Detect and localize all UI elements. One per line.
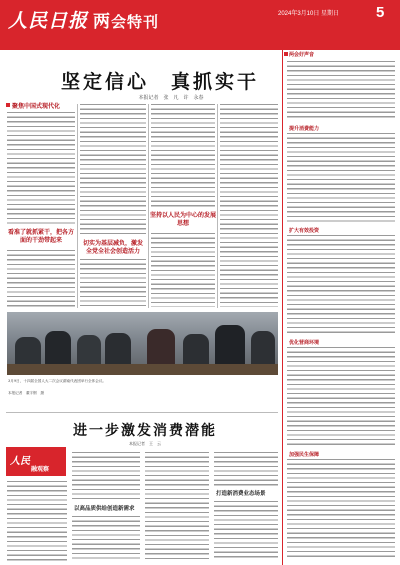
callout-heading-b: 切实为基层减负，激发全党全社会创造活力: [82, 240, 143, 255]
photo-caption: 3月9日，十四届全国人大二次会议湖南代表团举行全体会议。: [8, 379, 107, 383]
section-rule: [6, 412, 278, 413]
article-text-block: [7, 250, 75, 307]
article-text-block: [145, 452, 209, 561]
article-text-block: [80, 104, 146, 237]
column-divider: [217, 104, 218, 308]
article-text-block: [72, 516, 140, 561]
right-column-rule: [282, 50, 283, 565]
article-text-block: [151, 104, 215, 208]
subheading-a: 以高品质供给创造新需求: [74, 506, 135, 512]
news-photo: [7, 312, 278, 375]
right-section-heading: 两会好声音: [289, 52, 315, 58]
section-marker-icon: [284, 52, 288, 56]
main-byline: 本报记者 张 凡 许 永春: [138, 95, 204, 101]
photo-credit: 本报记者 董宇钢 摄: [8, 391, 44, 395]
article-text-block: [287, 347, 395, 447]
callout-heading-c: 坚持以人民为中心的发展思想: [150, 212, 217, 227]
article-text-block: [72, 452, 140, 502]
article-text-block: [214, 501, 278, 561]
subheading-b: 打造新消费业态场景: [216, 491, 266, 497]
section-heading-modernization: 聚焦中国式现代化: [12, 103, 61, 110]
observation-suffix: 融观察: [31, 466, 50, 473]
article-text-block: [7, 112, 75, 227]
observation-title: 人民: [10, 456, 30, 467]
newspaper-brand: 人民日报: [8, 10, 89, 32]
article-text-block: [287, 235, 395, 335]
right-label-3: 优化营商环境: [289, 340, 320, 346]
column-divider: [77, 104, 78, 308]
right-label-4: 加强民生保障: [289, 452, 320, 458]
right-label-2: 扩大有效投资: [289, 228, 320, 234]
article-text-block: [220, 104, 278, 307]
callout-heading-a: 看准了就抓紧干，把各方面的干劲带起来: [8, 229, 75, 244]
special-edition-title: [93, 7, 159, 32]
lower-headline: 进一步激发消费潜能: [73, 423, 217, 439]
issue-date: 2024年3月10日 星期日: [278, 11, 340, 17]
main-headline: 坚定信心 真抓实干: [60, 71, 259, 93]
lower-byline: 本报记者 王 云: [129, 441, 161, 446]
article-text-block: [151, 233, 215, 307]
section-marker-icon: [6, 103, 10, 107]
article-text-block: [287, 133, 395, 223]
article-text-block: [287, 61, 395, 121]
page-number: 5: [376, 4, 385, 21]
column-divider: [148, 104, 149, 308]
special-edition-char: 两: [93, 12, 111, 32]
article-text-block: [7, 481, 67, 561]
special-edition-rest: 会特刊: [111, 13, 160, 31]
article-text-block: [287, 459, 395, 559]
article-text-block: [80, 259, 146, 307]
right-label-1: 提升消费能力: [289, 126, 320, 132]
photo-table: [7, 364, 278, 375]
article-text-block: [214, 452, 278, 488]
